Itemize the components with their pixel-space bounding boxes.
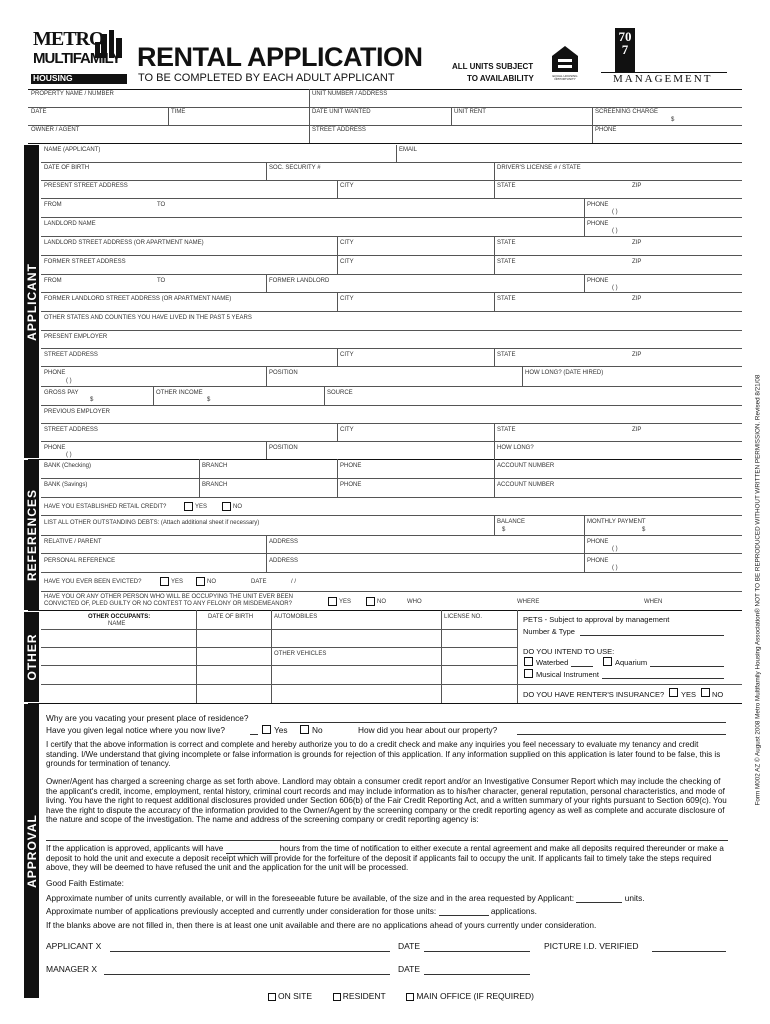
label-evicted-date: DATE bbox=[251, 579, 267, 585]
label-dob: DATE OF BIRTH bbox=[44, 165, 90, 171]
label-city-3: CITY bbox=[340, 259, 354, 265]
evicted-date-slashes: / / bbox=[291, 579, 297, 585]
label-bank-checking: BANK (Checking) bbox=[44, 463, 92, 469]
label-automobiles: AUTOMOBILES bbox=[274, 614, 318, 620]
label-manager-sign: MANAGER X bbox=[46, 964, 98, 974]
label-account-2: ACCOUNT NUMBER bbox=[497, 482, 555, 488]
picture-id-input[interactable] bbox=[652, 951, 726, 952]
availability-line1: ALL UNITS SUBJECT bbox=[452, 62, 534, 71]
on-site-checkbox[interactable] bbox=[268, 993, 276, 1001]
label-account-1: ACCOUNT NUMBER bbox=[497, 463, 555, 469]
label-main-office: MAIN OFFICE (IF REQUIRED) bbox=[416, 991, 534, 1001]
label-to-1: TO bbox=[157, 202, 166, 208]
label-state-3: STATE bbox=[497, 259, 516, 265]
label-time: TIME bbox=[171, 109, 186, 115]
prev-phone-paren: ( ) bbox=[66, 452, 72, 458]
label-branch-1: BRANCH bbox=[202, 463, 228, 469]
label-personal-phone: PHONE bbox=[587, 558, 609, 564]
label-ssn: SOC. SECURITY # bbox=[269, 165, 321, 171]
approx-apps-suffix: applications. bbox=[490, 906, 537, 916]
label-other-vehicles: OTHER VEHICLES bbox=[274, 651, 327, 657]
eho-label: EQUAL HOUSING OPPORTUNITY bbox=[552, 74, 578, 81]
logo-line1: METRO bbox=[33, 28, 104, 50]
label-hear-about: How did you hear about our property? bbox=[358, 725, 498, 735]
section-other: OTHER bbox=[24, 612, 39, 702]
label-previous-employer: PREVIOUS EMPLOYER bbox=[44, 409, 111, 415]
label-phone-1: PHONE bbox=[587, 202, 609, 208]
label-occupants-dob: DATE OF BIRTH bbox=[208, 614, 254, 620]
label-unit-rent: UNIT RENT bbox=[454, 109, 486, 115]
units-input[interactable] bbox=[576, 894, 622, 903]
label-personal-ref: PERSONAL REFERENCE bbox=[44, 558, 116, 564]
form-title: RENTAL APPLICATION bbox=[137, 42, 423, 72]
approved-text-a: If the application is approved, applicants will have bbox=[46, 844, 224, 853]
label-retail-no: NO bbox=[233, 504, 242, 510]
label-state-1: STATE bbox=[497, 183, 516, 189]
label-zip-6: ZIP bbox=[632, 427, 642, 433]
label-intend: DO YOU INTEND TO USE: bbox=[523, 647, 615, 656]
label-convicted-no: NO bbox=[377, 599, 386, 605]
label-where: WHERE bbox=[517, 599, 540, 605]
label-prev-phone: PHONE bbox=[44, 445, 66, 451]
label-applicant-name: NAME (APPLICANT) bbox=[44, 147, 101, 153]
monthly-dollar: $ bbox=[642, 527, 646, 533]
applicant-signature-input[interactable] bbox=[110, 951, 390, 952]
section-applicant: APPLICANT bbox=[24, 145, 39, 458]
label-resident: RESIDENT bbox=[342, 991, 386, 1001]
approved-text-b: hours from the time of notification to either execute a rental agreement and make all deposits required thereunder or make a deposit to hold the unit and execute a deposit receipt which will provide for the forfeiture of the deposit if applicants fail to occupy the unit. If applicants fail to timely take the steps required above, they will be deemed to have refused the unit and the application for the unit will be processed. bbox=[46, 844, 724, 872]
label-date: DATE bbox=[31, 109, 47, 115]
approx-apps-row bbox=[46, 906, 537, 916]
notice-no-checkbox[interactable] bbox=[300, 725, 309, 734]
label-landlord-address: LANDLORD STREET ADDRESS (OR APARTMENT NAME) bbox=[44, 240, 204, 246]
label-insurance-no: NO bbox=[712, 690, 724, 699]
label-city-6: CITY bbox=[340, 427, 354, 433]
label-when: WHEN bbox=[644, 599, 663, 605]
label-present-address: PRESENT STREET ADDRESS bbox=[44, 183, 128, 189]
retail-credit-yes-checkbox[interactable] bbox=[184, 502, 193, 511]
label-branch-2: BRANCH bbox=[202, 482, 228, 488]
approved-paragraph bbox=[46, 844, 728, 873]
applications-input[interactable] bbox=[439, 907, 489, 916]
brand-name: MANAGEMENT bbox=[613, 73, 713, 85]
label-former-landlord-address: FORMER LANDLORD STREET ADDRESS (OR APARTMENT NAME) bbox=[44, 296, 232, 302]
label-bank-savings: BANK (Savings) bbox=[44, 482, 88, 488]
waterbed-checkbox[interactable] bbox=[524, 657, 533, 666]
label-how-long-hired: HOW LONG? (DATE HIRED) bbox=[525, 370, 604, 376]
label-date-unit-wanted: DATE UNIT WANTED bbox=[312, 109, 371, 115]
label-position-1: POSITION bbox=[269, 370, 298, 376]
convicted-no-checkbox[interactable] bbox=[366, 597, 375, 606]
label-personal-address: ADDRESS bbox=[269, 558, 299, 564]
employer-phone-paren: ( ) bbox=[66, 378, 72, 384]
certify-paragraph: I certify that the above information is correct and complete and hereby authorize you to do a credit check and make any inquiries you feel necessary to evaluate my tenancy and credit standing. I/We understand that giving incomplete or false information is grounds for rejection of this application. If any information supplied on this application is later found to be false, this is grounds for termination of tenancy. bbox=[46, 740, 721, 768]
label-former-landlord: FORMER LANDLORD bbox=[269, 278, 330, 284]
hours-input[interactable] bbox=[226, 845, 278, 854]
label-screening-charge: SCREENING CHARGE bbox=[595, 109, 659, 115]
label-license-no: LICENSE NO. bbox=[444, 614, 483, 620]
label-aquarium: Aquarium bbox=[615, 658, 648, 667]
label-employer-phone: PHONE bbox=[44, 370, 66, 376]
evicted-no-checkbox[interactable] bbox=[196, 577, 205, 586]
label-convicted-yes: YES bbox=[339, 599, 352, 605]
resident-checkbox[interactable] bbox=[333, 993, 341, 1001]
approx-units-row bbox=[46, 893, 645, 903]
label-relative-address: ADDRESS bbox=[269, 539, 299, 545]
evicted-yes-checkbox[interactable] bbox=[160, 577, 169, 586]
label-position-2: POSITION bbox=[269, 445, 298, 451]
label-evicted-no: NO bbox=[207, 579, 216, 585]
label-number-type: Number & Type bbox=[523, 627, 575, 636]
label-relative: RELATIVE / PARENT bbox=[44, 539, 102, 545]
label-occupants-name: NAME bbox=[108, 621, 126, 627]
label-retail-yes: YES bbox=[195, 504, 208, 510]
phone-paren-3: ( ) bbox=[612, 285, 618, 291]
label-how-long: HOW LONG? bbox=[497, 445, 534, 451]
label-zip-3: ZIP bbox=[632, 259, 642, 265]
label-present-employer: PRESENT EMPLOYER bbox=[44, 334, 108, 340]
label-renters-insurance: DO YOU HAVE RENTER'S INSURANCE? bbox=[523, 690, 665, 699]
metro-logo bbox=[31, 28, 127, 93]
label-applicant-date: DATE bbox=[398, 941, 421, 951]
screening-dollar: $ bbox=[671, 117, 675, 123]
brand-number: 707 bbox=[618, 29, 632, 57]
label-city-1: CITY bbox=[340, 183, 354, 189]
retail-credit-no-checkbox[interactable] bbox=[222, 502, 231, 511]
label-city-4: CITY bbox=[340, 296, 354, 302]
label-property-name: PROPERTY NAME / NUMBER bbox=[31, 91, 114, 97]
label-waterbed: Waterbed bbox=[536, 658, 569, 667]
label-retail-credit: HAVE YOU ESTABLISHED RETAIL CREDIT? bbox=[44, 504, 167, 510]
label-city-2: CITY bbox=[340, 240, 354, 246]
form-subtitle: TO BE COMPLETED BY EACH ADULT APPLICANT bbox=[138, 72, 395, 84]
label-on-site: ON SITE bbox=[278, 991, 313, 1001]
phone-paren-1: ( ) bbox=[612, 209, 618, 215]
other-income-dollar: $ bbox=[207, 397, 211, 403]
label-bank-phone-1: PHONE bbox=[340, 463, 362, 469]
screening-company-input[interactable] bbox=[46, 840, 728, 841]
label-notice-yes: Yes bbox=[274, 725, 288, 735]
label-city-5: CITY bbox=[340, 352, 354, 358]
label-drivers-license: DRIVER'S LICENSE # / STATE bbox=[497, 165, 581, 171]
label-vacating: Why are you vacating your present place of residence? bbox=[46, 713, 249, 723]
brand-logo bbox=[601, 28, 727, 86]
label-manager-date: DATE bbox=[398, 964, 421, 974]
label-blanks: If the blanks above are not filled in, then there is at least one unit available and there are no applications ahead of yours currently under consideration. bbox=[46, 920, 597, 930]
label-to-2: TO bbox=[157, 278, 166, 284]
label-who: WHO bbox=[407, 599, 422, 605]
applicant-date-input[interactable] bbox=[424, 951, 530, 952]
musical-instrument-checkbox[interactable] bbox=[524, 669, 533, 678]
label-legal-notice: Have you given legal notice where you now live? bbox=[46, 725, 225, 735]
notice-yes-checkbox[interactable] bbox=[262, 725, 271, 734]
approx-units-suffix: units. bbox=[624, 893, 645, 903]
convicted-yes-checkbox[interactable] bbox=[328, 597, 337, 606]
label-from-2: FROM bbox=[44, 278, 62, 284]
label-from-1: FROM bbox=[44, 202, 62, 208]
label-zip-5: ZIP bbox=[632, 352, 642, 358]
label-applicant-sign: APPLICANT X bbox=[46, 941, 102, 951]
label-state-4: STATE bbox=[497, 296, 516, 302]
balance-dollar: $ bbox=[502, 527, 506, 533]
section-approval: APPROVAL bbox=[24, 704, 39, 998]
manager-date-input[interactable] bbox=[424, 974, 530, 975]
gross-pay-dollar: $ bbox=[90, 397, 94, 403]
label-source: SOURCE bbox=[327, 390, 353, 396]
phone-paren-2: ( ) bbox=[612, 228, 618, 234]
manager-signature-input[interactable] bbox=[104, 974, 390, 975]
label-phone-3: PHONE bbox=[587, 278, 609, 284]
approval-vacating-row bbox=[46, 713, 248, 723]
label-other-states: OTHER STATES AND COUNTIES YOU HAVE LIVED IN THE PAST 5 YEARS bbox=[44, 315, 252, 321]
label-other-occupants: OTHER OCCUPANTS: bbox=[88, 614, 151, 620]
label-musical: Musical Instrument bbox=[536, 670, 599, 679]
insurance-no-checkbox[interactable] bbox=[701, 688, 710, 697]
label-state-2: STATE bbox=[497, 240, 516, 246]
availability-line2: TO AVAILABILITY bbox=[467, 74, 534, 83]
label-picture-id: PICTURE I.D. VERIFIED bbox=[544, 941, 639, 951]
label-former-address: FORMER STREET ADDRESS bbox=[44, 259, 126, 265]
label-prev-street: STREET ADDRESS bbox=[44, 427, 98, 433]
label-owner-agent: OWNER / AGENT bbox=[31, 127, 80, 133]
aquarium-checkbox[interactable] bbox=[603, 657, 612, 666]
logo-line2: MULTIFAMILY bbox=[33, 50, 121, 67]
label-pets: PETS - Subject to approval by management bbox=[523, 615, 670, 624]
label-zip-4: ZIP bbox=[632, 296, 642, 302]
vacating-input[interactable] bbox=[280, 722, 726, 723]
screening-paragraph: Owner/Agent has charged a screening charge as set forth above. Landlord may obtain a consumer credit report and/or an Investigative Consumer Report which may include the checking of the applicant's credit, income, employment, rental history, criminal court records and may include information as to his/her character, general reputation, personal characteristics, and mode of living. You have the right to request additional disclosures provided under Section 606(b) of the Fair Credit Reporting Act, and a written summary of your rights pursuant to Section 609(c). You have the right to dispute the accuracy of the information provided to the Owner/Agent by the screening company or the credit reporting agency as well as complete and accurate disclosure of the nature and scope of the investigation. The name and address of the screening company or credit reporting agency is: bbox=[46, 777, 727, 824]
equal-housing-icon bbox=[550, 44, 580, 84]
label-zip-2: ZIP bbox=[632, 240, 642, 246]
label-balance: BALANCE bbox=[497, 519, 526, 525]
insurance-yes-checkbox[interactable] bbox=[669, 688, 678, 697]
label-other-income: OTHER INCOME bbox=[156, 390, 203, 396]
label-bank-phone-2: PHONE bbox=[340, 482, 362, 488]
label-monthly-payment: MONTHLY PAYMENT bbox=[587, 519, 646, 525]
label-owner-street: STREET ADDRESS bbox=[312, 127, 366, 133]
label-debts: LIST ALL OTHER OUTSTANDING DEBTS: (Attach additional sheet if necessary) bbox=[44, 520, 260, 526]
label-notice-no: No bbox=[312, 725, 323, 735]
label-employer-street: STREET ADDRESS bbox=[44, 352, 98, 358]
approx-units-text: Approximate number of units currently available, or will in the foreseeable future be available, of the size and in the area requested by Applicant: bbox=[46, 893, 575, 903]
approx-apps-text: Approximate number of applications previously accepted and currently under consideration for those units: bbox=[46, 906, 437, 916]
label-landlord-name: LANDLORD NAME bbox=[44, 221, 96, 227]
main-office-checkbox[interactable] bbox=[406, 993, 414, 1001]
hear-about-input[interactable] bbox=[517, 734, 726, 735]
label-owner-phone: PHONE bbox=[595, 127, 617, 133]
label-email: EMAIL bbox=[399, 147, 418, 153]
label-relative-phone: PHONE bbox=[587, 539, 609, 545]
label-good-faith: Good Faith Estimate: bbox=[46, 878, 124, 888]
footer-options bbox=[268, 991, 534, 1001]
label-zip-1: ZIP bbox=[632, 183, 642, 189]
label-insurance-yes: YES bbox=[681, 690, 697, 699]
label-convicted-1: HAVE YOU OR ANY OTHER PERSON WHO WILL BE OCCUPYING THE UNIT EVER BEEN bbox=[44, 594, 293, 600]
section-references: REFERENCES bbox=[24, 460, 39, 610]
logo-line3: HOUSING ASSOCIATION bbox=[33, 73, 92, 93]
label-gross-pay: GROSS PAY bbox=[44, 390, 79, 396]
relative-phone-paren: ( ) bbox=[612, 546, 618, 552]
personal-phone-paren: ( ) bbox=[612, 565, 618, 571]
label-unit-number: UNIT NUMBER / ADDRESS bbox=[312, 91, 388, 97]
label-evicted: HAVE YOU EVER BEEN EVICTED? bbox=[44, 579, 142, 585]
label-evicted-yes: YES bbox=[171, 579, 184, 585]
label-phone-2: PHONE bbox=[587, 221, 609, 227]
label-state-6: STATE bbox=[497, 427, 516, 433]
label-state-5: STATE bbox=[497, 352, 516, 358]
label-convicted-2: CONVICTED OF, PLED GUILTY OR NO CONTEST TO ANY FELONY OR MISDEMEANOR? bbox=[44, 601, 292, 607]
